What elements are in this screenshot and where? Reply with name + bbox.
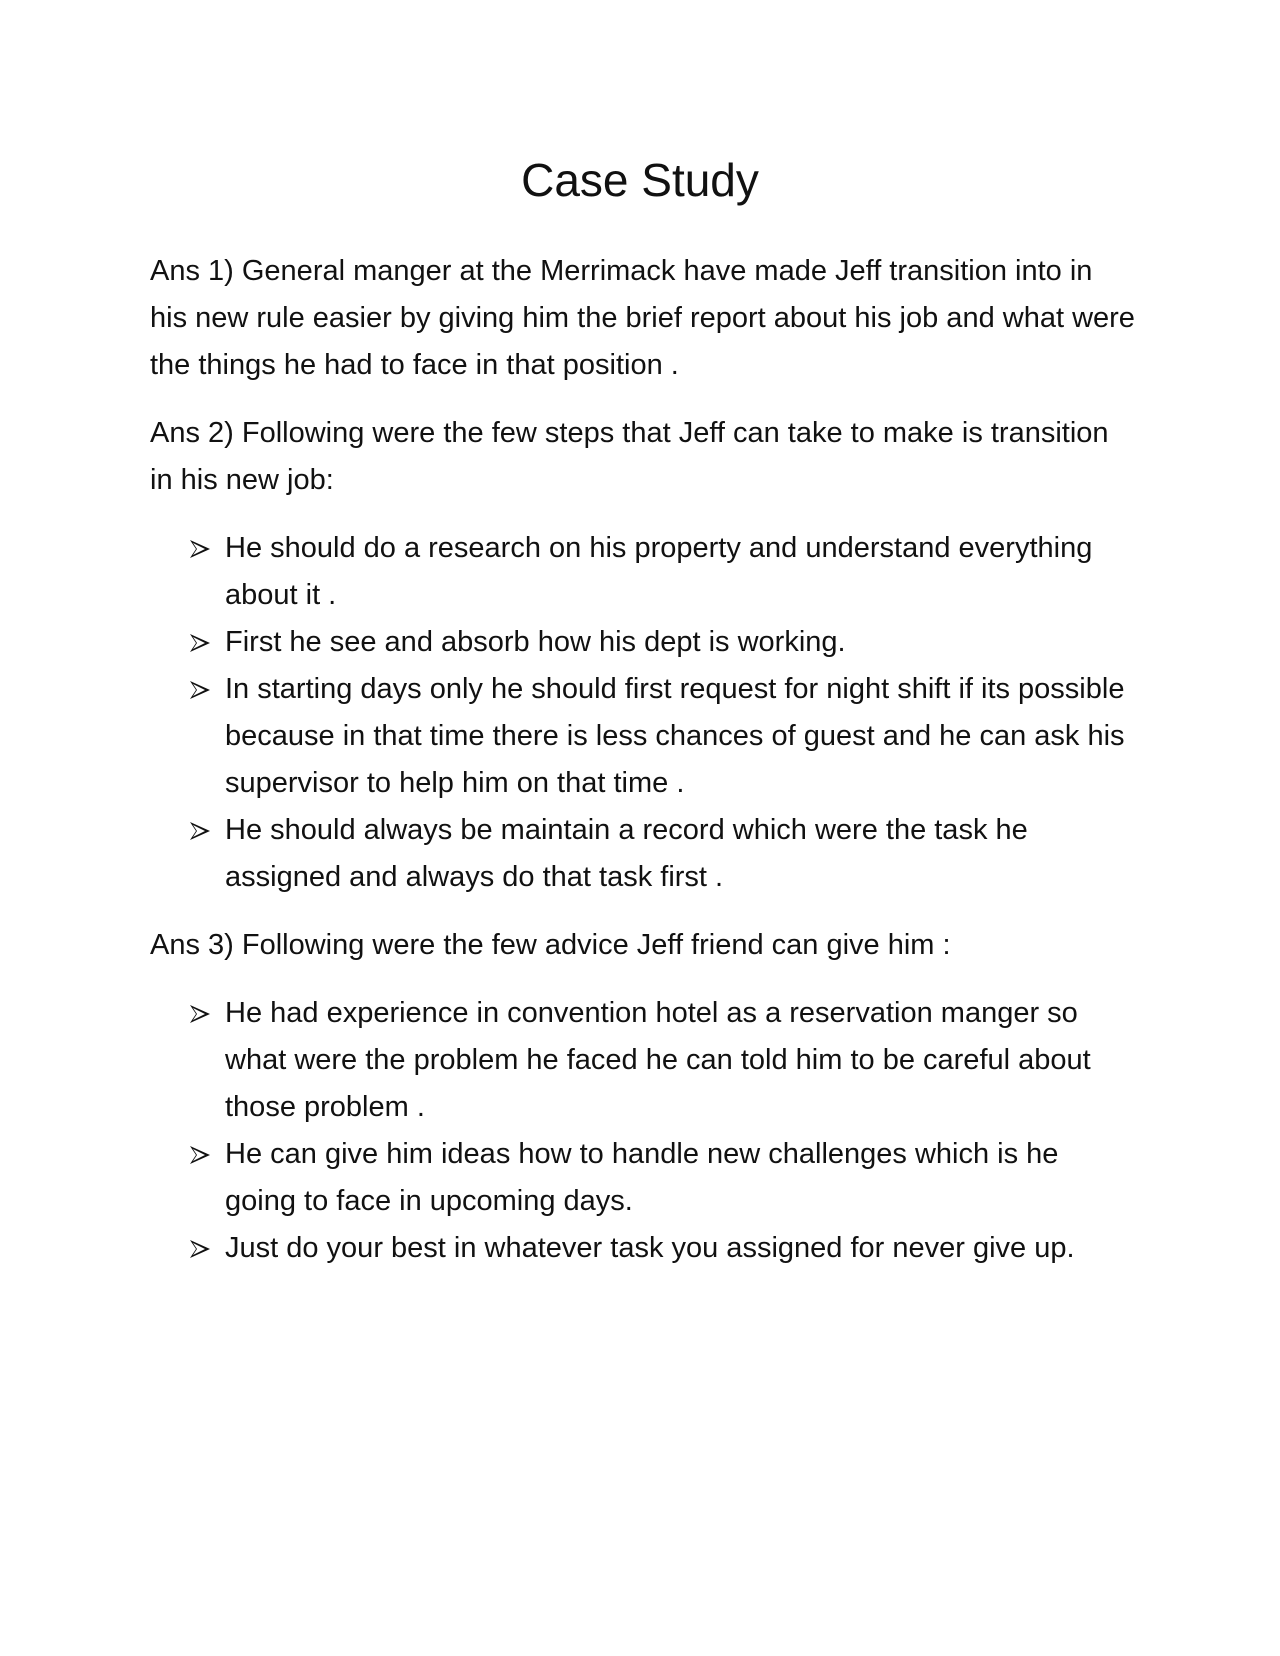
list-item bbox=[225, 525, 1135, 619]
list-item bbox=[225, 1131, 1135, 1225]
arrowhead-bullet-icon bbox=[189, 1131, 215, 1178]
list-item bbox=[225, 666, 1135, 807]
answer-1-paragraph: Ans 1) General manger at the Merrimack have made Jeff transition into in his new rule easier by giving him the brief report about his job and what were the things he had to face in that position . bbox=[150, 255, 1135, 381]
answer-2-list bbox=[150, 525, 1135, 901]
list-item-text: First he see and absorb how his dept is working. bbox=[225, 626, 846, 658]
arrowhead-bullet-icon bbox=[189, 807, 215, 854]
list-item bbox=[225, 807, 1135, 901]
arrowhead-bullet-icon bbox=[189, 990, 215, 1037]
document-title: Case Study bbox=[521, 154, 759, 206]
list-item bbox=[225, 1225, 1135, 1272]
list-item bbox=[225, 619, 1135, 666]
answer-3-intro: Ans 3) Following were the few advice Jeff friend can give him : bbox=[150, 929, 951, 961]
answer-2-intro: Ans 2) Following were the few steps that Jeff can take to make is transition in his new job: bbox=[150, 417, 1109, 496]
arrowhead-bullet-icon bbox=[189, 525, 215, 572]
list-item-text: Just do your best in whatever task you assigned for never give up. bbox=[225, 1232, 1075, 1264]
list-item-text: In starting days only he should first request for night shift if its possible because in that time there is less chances of guest and he can ask his supervisor to help him on that time . bbox=[225, 673, 1125, 799]
list-item-text: He had experience in convention hotel as a reservation manger so what were the problem he faced he can told him to be careful about those problem . bbox=[225, 997, 1091, 1123]
arrowhead-bullet-icon bbox=[189, 1225, 215, 1272]
list-item bbox=[225, 990, 1135, 1131]
list-item-text: He can give him ideas how to handle new challenges which is he going to face in upcoming days. bbox=[225, 1138, 1059, 1217]
arrowhead-bullet-icon bbox=[189, 666, 215, 713]
arrowhead-bullet-icon bbox=[189, 619, 215, 666]
list-item-text: He should always be maintain a record which were the task he assigned and always do that task first . bbox=[225, 814, 1028, 893]
answer-3-list bbox=[150, 990, 1135, 1272]
list-item-text: He should do a research on his property and understand everything about it . bbox=[225, 532, 1093, 611]
document-body bbox=[150, 248, 1135, 1293]
